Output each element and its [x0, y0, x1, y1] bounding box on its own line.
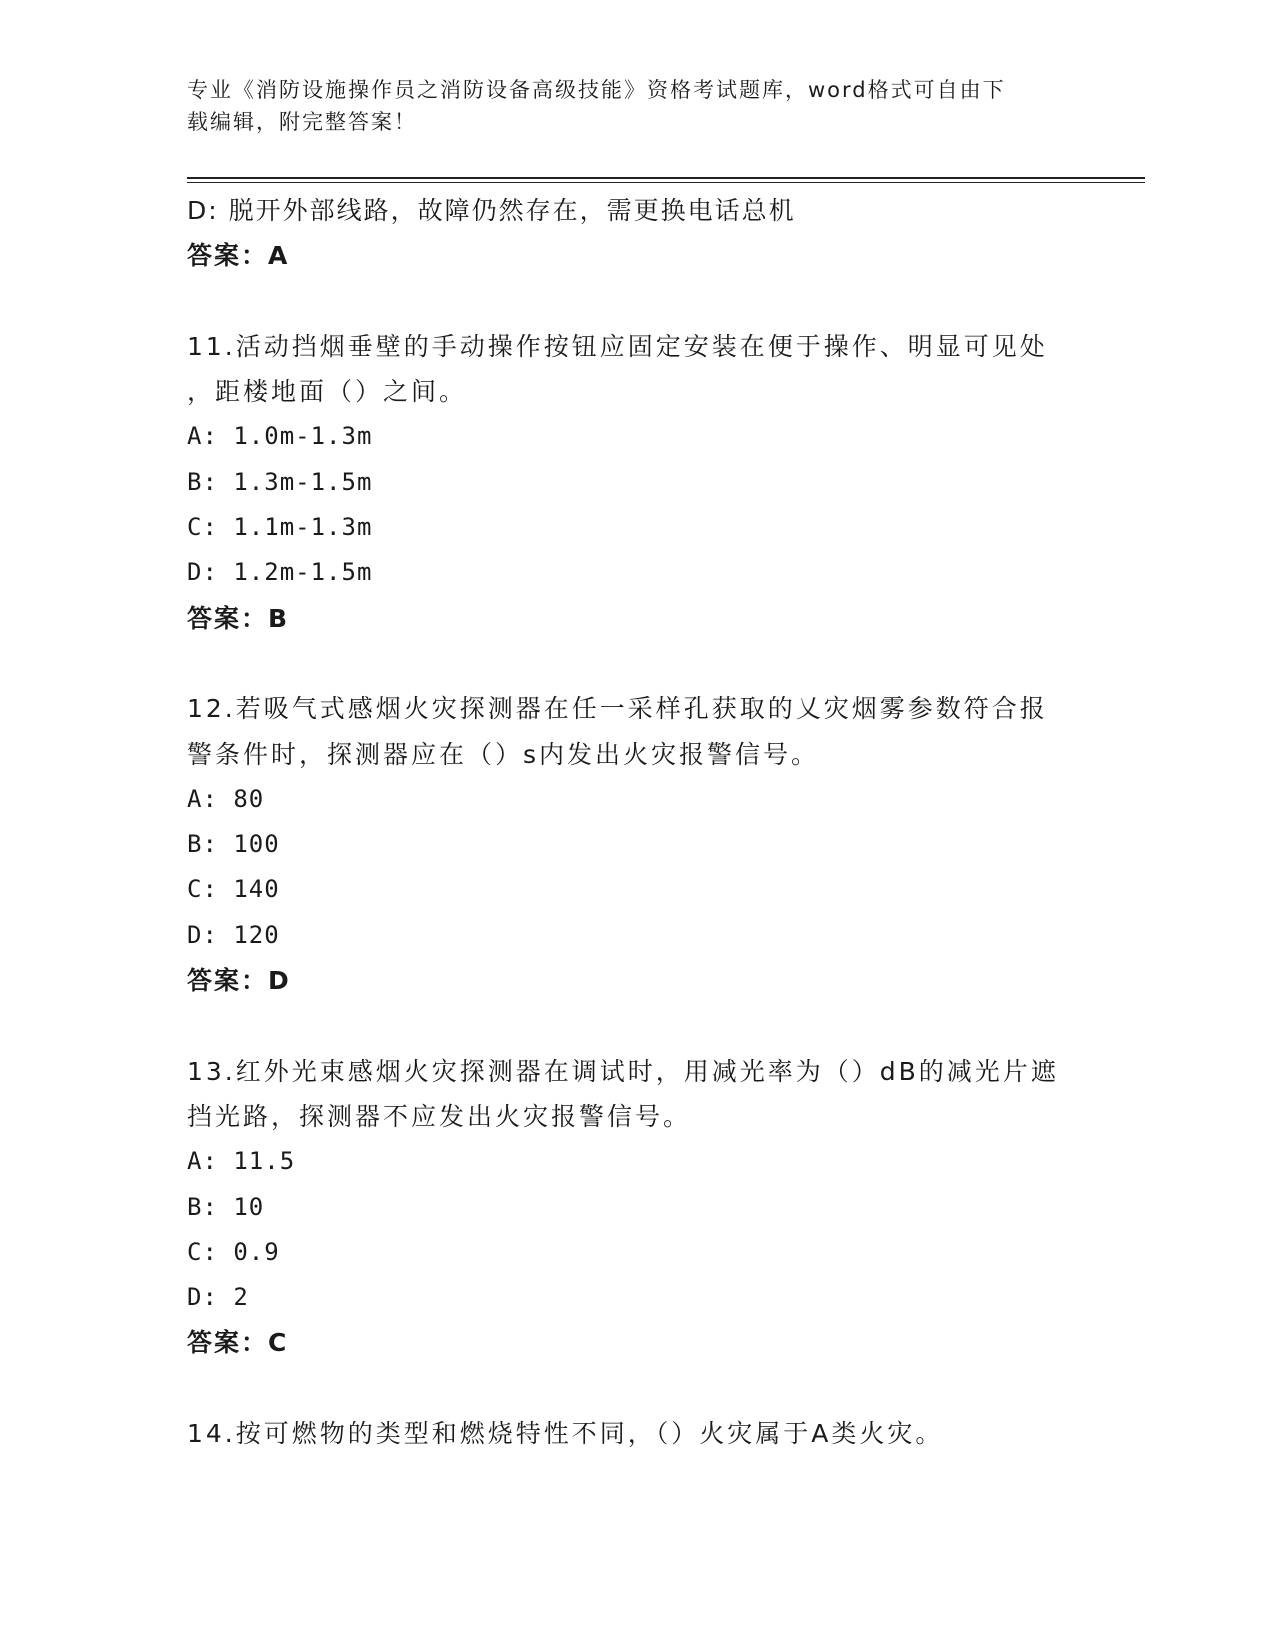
question-14: [187, 1411, 1087, 1456]
question-13-stem-line-1: 13.红外光束感烟火灾探测器在调试时，用减光率为（）dB的减光片遮: [187, 1056, 1059, 1086]
prev-answer: 答案：A: [187, 241, 290, 271]
question-13-stem-line-2: 挡光路，探测器不应发出火灾报警信号。: [187, 1101, 692, 1131]
question-13-option-b: B: 10: [187, 1192, 265, 1221]
question-12-option-a: A: 80: [187, 784, 265, 813]
question-12-option-b: B: 100: [187, 830, 280, 859]
question-11-option-a: A: 1.0m-1.3m: [187, 422, 373, 451]
question-12-stem-line-2: 警条件时，探测器应在（）s内发出火灾报警信号。: [187, 739, 820, 769]
question-11-stem-line-1: 11.活动挡烟垂壁的手动操作按钮应固定安装在便于操作、明显可见处: [187, 331, 1048, 361]
prev-option-d: D: 脱开外部线路，故障仍然存在，需更换电话总机: [187, 196, 796, 225]
header-line-1: 专业《消防设施操作员之消防设备高级技能》资格考试题库，word格式可自由下: [187, 78, 1006, 102]
question-11-option-d: D: 1.2m-1.5m: [187, 558, 373, 587]
question-12-answer: 答案：D: [187, 966, 291, 996]
document-header: [187, 74, 1087, 138]
question-13-option-c: C: 0.9: [187, 1237, 280, 1266]
question-13-option-a: A: 11.5: [187, 1147, 296, 1176]
question-11-stem-line-2: ，距楼地面（）之间。: [187, 377, 468, 407]
question-11: [187, 324, 1087, 641]
question-13-option-d: D: 2: [187, 1283, 249, 1312]
question-11-option-b: B: 1.3m-1.5m: [187, 467, 373, 496]
question-12-option-c: C: 140: [187, 875, 280, 904]
question-13-answer: 答案：C: [187, 1328, 289, 1358]
document-body: [187, 188, 1087, 1456]
question-12-option-d: D: 120: [187, 920, 280, 949]
question-13: [187, 1049, 1087, 1366]
header-divider-thick: [187, 177, 1145, 179]
question-12: [187, 686, 1087, 1003]
question-12-stem-line-1: 12.若吸气式感烟火灾探测器在任一采样孔获取的乂灾烟雾参数符合报: [187, 694, 1048, 724]
question-14-stem-line-1: 14.按可燃物的类型和燃烧特性不同，（）火灾属于A类火灾。: [187, 1419, 944, 1449]
header-line-2: 载编辑，附完整答案！: [187, 110, 417, 134]
header-divider-thin: [187, 182, 1145, 183]
question-11-answer: 答案：B: [187, 603, 290, 633]
question-11-option-c: C: 1.1m-1.3m: [187, 513, 373, 542]
